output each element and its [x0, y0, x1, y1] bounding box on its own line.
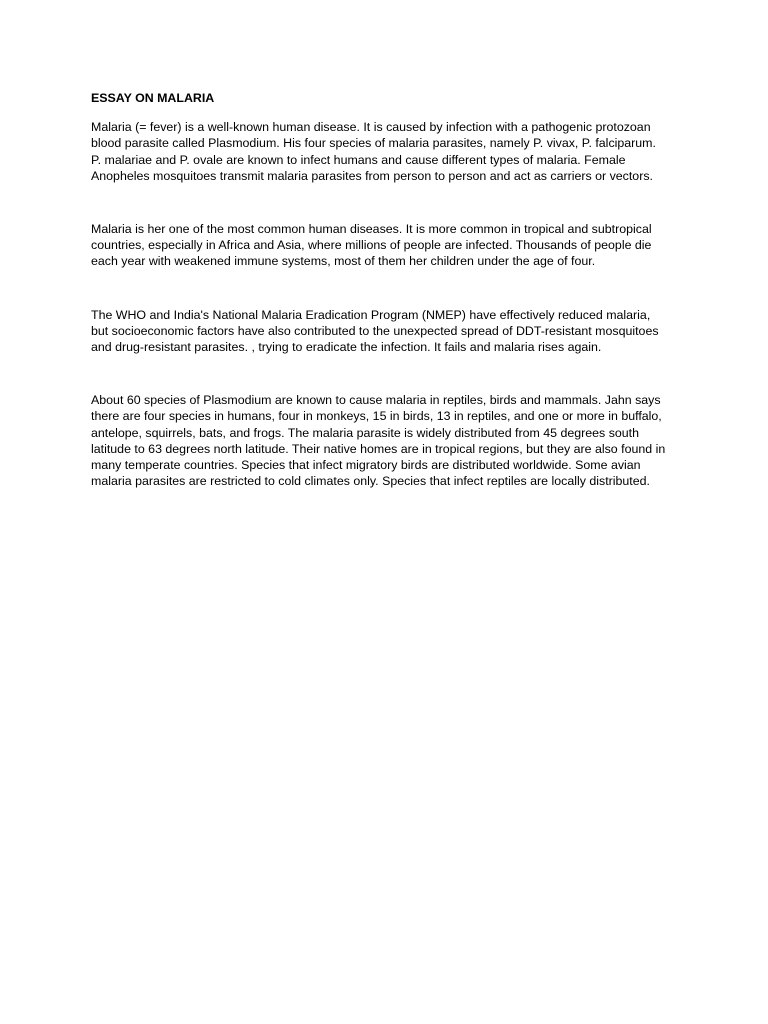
- paragraph-1: [91, 119, 691, 184]
- text-line: antelope, squirrels, bats, and frogs. The malaria parasite is widely distributed from 45 degrees south: [91, 425, 640, 440]
- text-line: latitude to 63 degrees north latitude. Their native homes are in tropical regions, but they are also found in: [91, 441, 666, 456]
- document-title: ESSAY ON MALARIA: [91, 91, 215, 105]
- text-line: many temperate countries. Species that infect migratory birds are distributed worldwide. Some avian: [91, 458, 641, 473]
- text-line: but socioeconomic factors have also contributed to the unexpected spread of DDT-resistant mosquitoes: [91, 323, 659, 338]
- text-line: malaria parasites are restricted to cold climates only. Species that infect reptiles are locally distributed.: [91, 474, 650, 489]
- text-line: blood parasite called Plasmodium. His four species of malaria parasites, namely P. vivax, P. falciparum.: [91, 136, 656, 151]
- text-line: and drug-resistant parasites. , trying to eradicate the infection. It fails and malaria rises again.: [91, 340, 602, 355]
- text-line: each year with weakened immune systems, most of them her children under the age of four.: [91, 254, 596, 269]
- text-line: The WHO and India's National Malaria Eradication Program (NMEP) have effectively reduced malaria,: [91, 307, 651, 322]
- text-line: Malaria is her one of the most common human diseases. It is more common in tropical and subtropical: [91, 222, 652, 237]
- paragraph-spacer: [91, 184, 691, 221]
- document-body: [91, 90, 691, 489]
- paragraph-4: [91, 392, 691, 489]
- text-line: there are four species in humans, four in monkeys, 15 in birds, 13 in reptiles, and one or more in buffalo,: [91, 409, 662, 424]
- paragraph-spacer: [91, 270, 691, 307]
- paragraph-3: [91, 307, 691, 356]
- text-line: Anopheles mosquitoes transmit malaria parasites from person to person and act as carriers or vectors.: [91, 168, 653, 183]
- text-line: countries, especially in Africa and Asia, where millions of people are infected. Thousands of people die: [91, 238, 652, 253]
- text-line: P. malariae and P. ovale are known to infect humans and cause different types of malaria. Female: [91, 152, 626, 167]
- text-line: Malaria (= fever) is a well-known human disease. It is caused by infection with a pathogenic protozoan: [91, 120, 651, 135]
- paragraph-2: [91, 221, 691, 270]
- text-line: About 60 species of Plasmodium are known to cause malaria in reptiles, birds and mammals. Jahn says: [91, 393, 661, 408]
- paragraph-spacer: [91, 355, 691, 392]
